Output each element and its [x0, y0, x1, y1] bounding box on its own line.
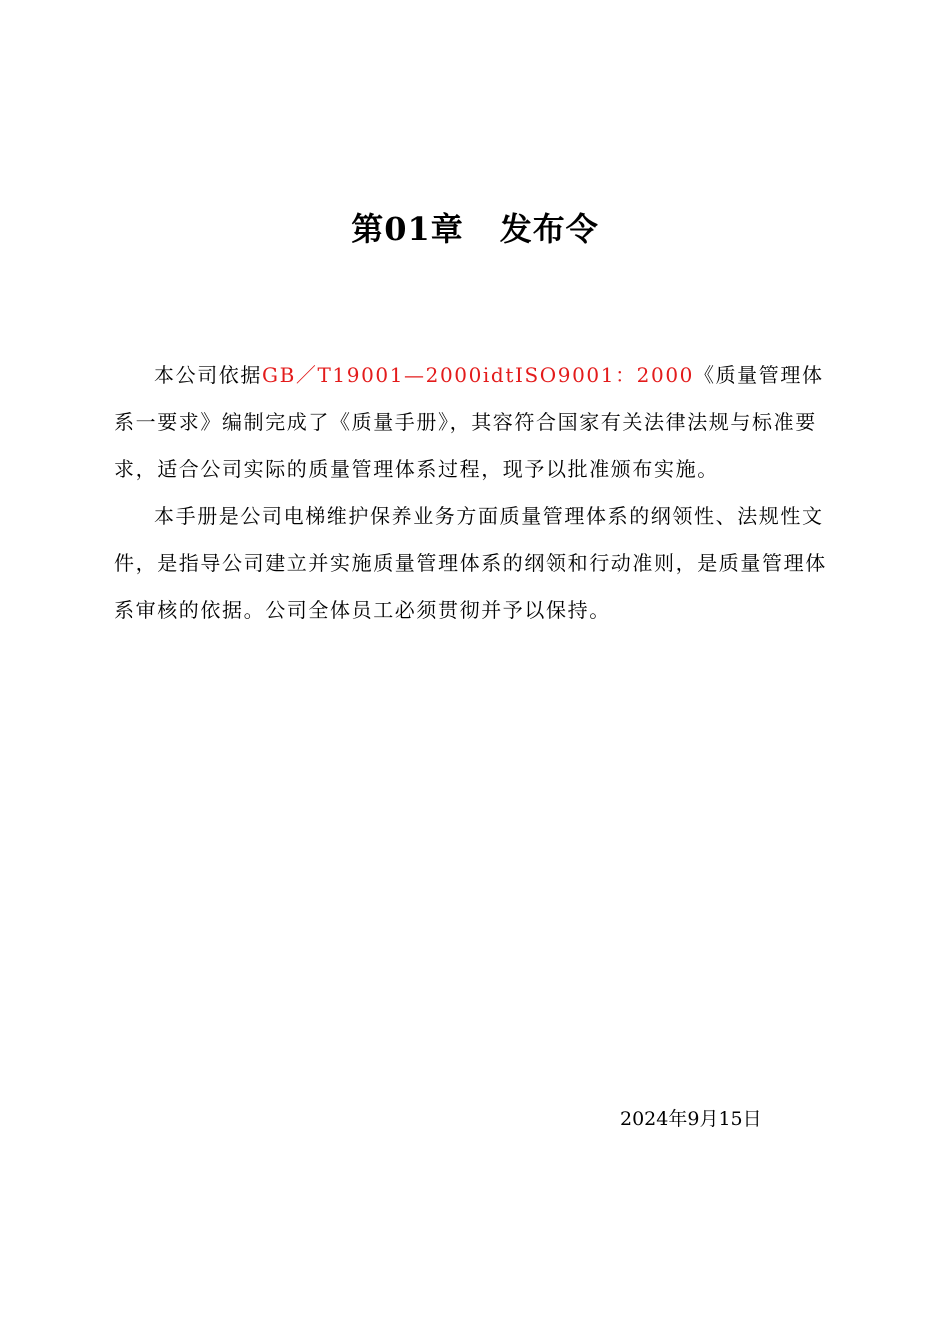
- paragraph-1-rest: 《质量管理体系一要求》编制完成了《质量手册》，其容符合国家有关法律法规与标准要求，适合公司实际的质量管理体系过程，现予以批准颁布实施。: [114, 363, 824, 481]
- paragraph-1-lead: 本公司依据: [154, 363, 262, 387]
- chapter-title: [0, 204, 950, 250]
- chapter-name: 发布令: [499, 210, 599, 248]
- paragraph-2: 本手册是公司电梯维护保养业务方面质量管理体系的纲领性、法规性文件，是指导公司建立并实施质量管理体系的纲领和行动准则，是质量管理体系审核的依据。公司全体员工必须贯彻并予以保持。: [114, 504, 827, 622]
- standard-reference: GB／T19001—2000idtISO9001：2000: [262, 363, 694, 387]
- document-body: [114, 352, 828, 634]
- chapter-number: 第01章: [351, 210, 464, 248]
- paragraph-1: [114, 352, 828, 493]
- issue-date: 2024年9月15日: [620, 1108, 762, 1130]
